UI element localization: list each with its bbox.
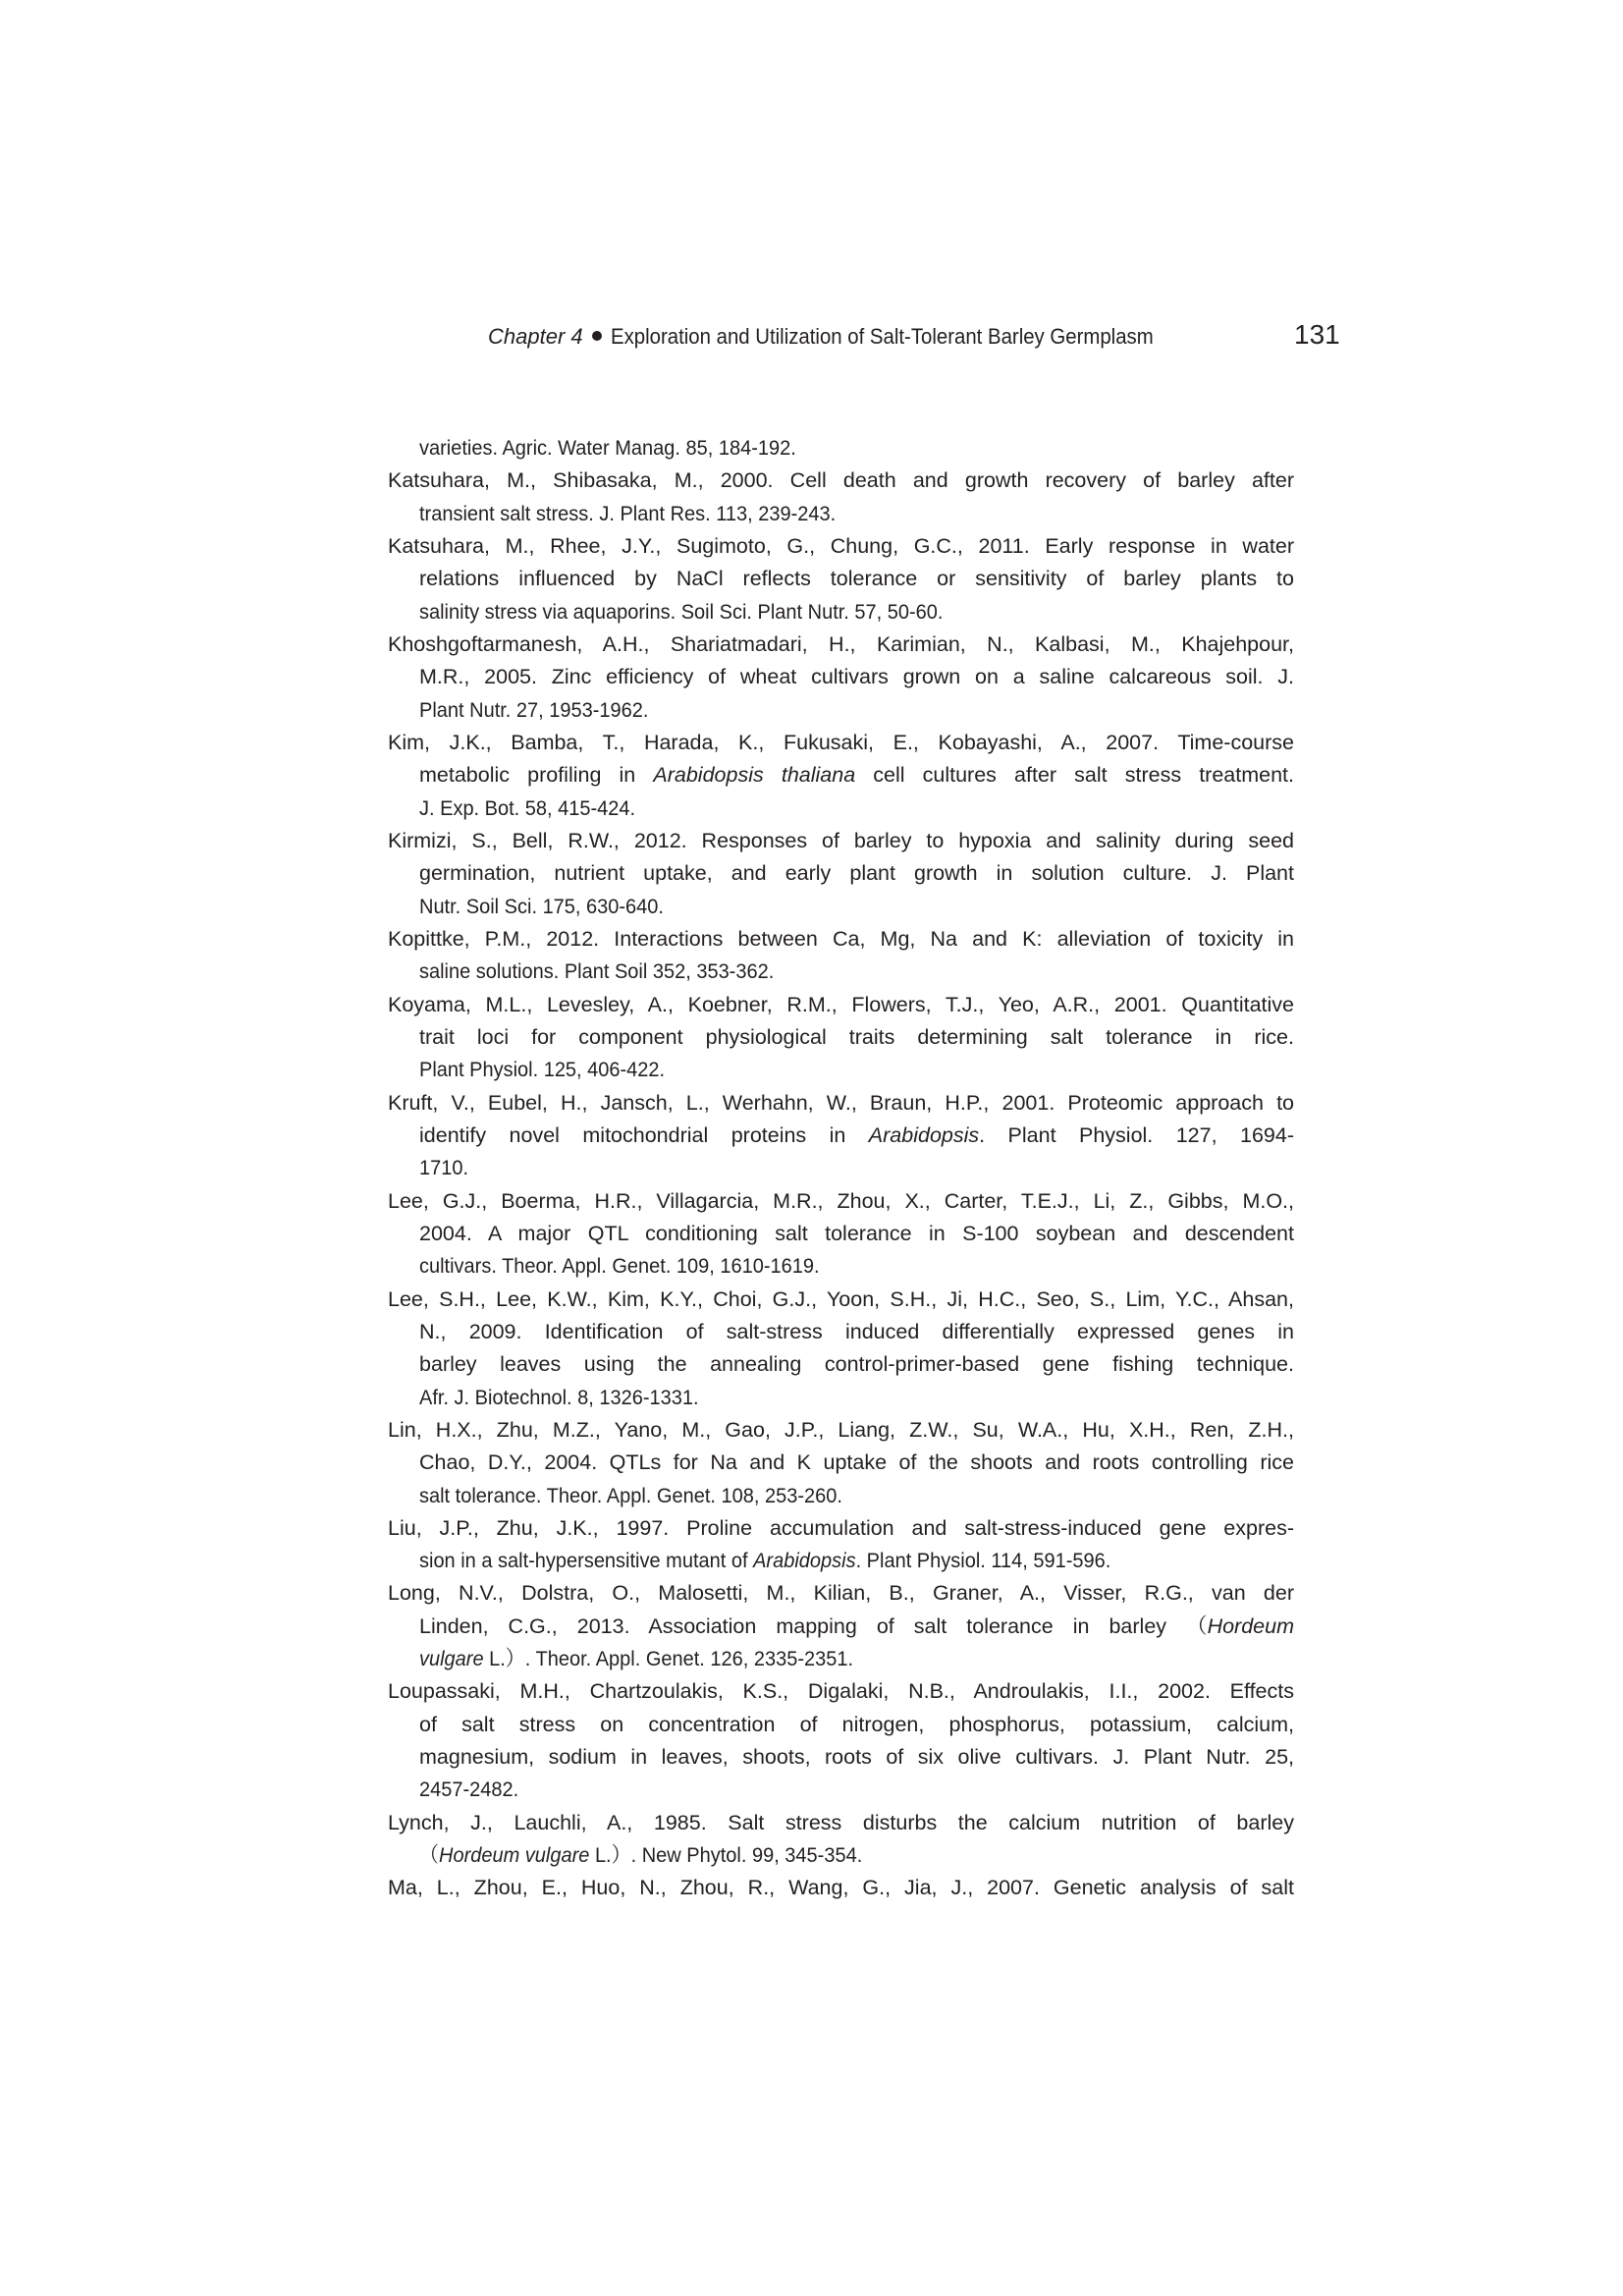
reference-text: Lee, S.H., Lee, K.W., Kim, K.Y., Choi, G.J., Yoon, S.H., Ji, H.C., Seo, S., Lim, Y.C., Ahsan, [388, 1286, 1294, 1311]
italic-term: Hordeum vulgare [439, 1843, 590, 1868]
reference-text: identify novel mitochondrial proteins in [419, 1122, 869, 1147]
reference-text: Loupassaki, M.H., Chartzoulakis, K.S., Digalaki, N.B., Androulakis, I.I., 2002. Effects [388, 1679, 1294, 1704]
reference-text: Katsuhara, M., Shibasaka, M., 2000. Cell death and growth recovery of barley after [388, 468, 1294, 493]
reference-line-text [388, 1284, 1294, 1316]
reference-text: Katsuhara, M., Rhee, J.Y., Sugimoto, G., Chung, G.C., 2011. Early response in water [388, 533, 1294, 558]
reference-entry [388, 989, 1294, 1087]
reference-entry [388, 1284, 1294, 1414]
reference-line-text [419, 563, 1294, 595]
reference-line-text [419, 1709, 1294, 1741]
reference-line [419, 1611, 1294, 1643]
reference-line [388, 1414, 1294, 1447]
reference-text: Liu, J.P., Zhu, J.K., 1997. Proline accumulation and salt-stress-induced gene expres- [388, 1515, 1294, 1540]
reference-line [388, 923, 1294, 956]
reference-text: Kirmizi, S., Bell, R.W., 2012. Responses of barley to hypoxia and salinity during seed [388, 828, 1294, 852]
reference-line-text [419, 1545, 1110, 1577]
reference-entry [388, 432, 1294, 465]
reference-text: Ma, L., Zhou, E., Huo, N., Zhou, R., Wang, G., Jia, J., 2007. Genetic analysis of salt [388, 1876, 1294, 1900]
reference-line-text [388, 1872, 1294, 1904]
reference-line [419, 596, 1294, 629]
reference-line [419, 857, 1294, 890]
reference-line-text [388, 629, 1294, 661]
reference-line [419, 563, 1294, 595]
italic-term: Arabidopsis [868, 1122, 980, 1147]
reference-line [419, 1545, 1294, 1577]
reference-text: 2457-2482. [419, 1777, 519, 1802]
reference-entry [388, 1807, 1294, 1873]
reference-line [388, 989, 1294, 1021]
reference-line-text [419, 1382, 699, 1414]
reference-line [388, 1284, 1294, 1316]
reference-text: salinity stress via aquaporins. Soil Sci. Plant Nutr. 57, 50-60. [419, 599, 944, 624]
reference-text: metabolic profiling in [419, 763, 654, 788]
reference-line-text [419, 1611, 1294, 1643]
reference-line [419, 1218, 1294, 1250]
running-header [488, 320, 1342, 354]
reference-text: Afr. J. Biotechnol. 8, 1326-1331. [419, 1385, 699, 1409]
reference-line [419, 1839, 1294, 1872]
reference-entry [388, 629, 1294, 727]
reference-line [419, 759, 1294, 792]
reference-line-text [388, 1087, 1294, 1120]
reference-line [419, 891, 1294, 923]
reference-line-text [388, 1807, 1294, 1839]
reference-text: cell cultures after salt stress treatment. [855, 763, 1294, 788]
reference-text: L.）. New Phytol. 99, 345-354. [589, 1843, 863, 1868]
reference-line-text [419, 1152, 468, 1184]
reference-text: varieties. Agric. Water Manag. 85, 184-192. [419, 436, 796, 460]
reference-text: salt tolerance. Theor. Appl. Genet. 108, 253-260. [419, 1483, 842, 1507]
reference-line-text [419, 596, 943, 629]
reference-text: magnesium, sodium in leaves, shoots, roots of six olive cultivars. J. Plant Nutr. 25, [419, 1745, 1294, 1770]
reference-line [419, 498, 1294, 530]
reference-line [419, 1120, 1294, 1152]
reference-text: Kim, J.K., Bamba, T., Harada, K., Fukusaki, E., Kobayashi, A., 2007. Time-course [388, 730, 1294, 754]
reference-line-text [419, 1054, 665, 1086]
reference-text: of salt stress on concentration of nitrogen, phosphorus, potassium, calcium, [419, 1712, 1294, 1736]
reference-text: Lynch, J., Lauchli, A., 1985. Salt stress disturbs the calcium nutrition of barley [388, 1810, 1294, 1834]
reference-text: . Plant Physiol. 127, 1694- [979, 1122, 1294, 1147]
reference-line-text [419, 1316, 1294, 1348]
reference-text: J. Exp. Bot. 58, 415-424. [419, 795, 636, 820]
reference-line-text [419, 1348, 1294, 1381]
reference-text: Khoshgoftarmanesh, A.H., Shariatmadari, H., Karimian, N., Kalbasi, M., Khajehpour, [388, 631, 1294, 656]
reference-line [388, 1577, 1294, 1610]
reference-line-text [388, 989, 1294, 1021]
reference-line [388, 825, 1294, 857]
reference-text: cultivars. Theor. Appl. Genet. 109, 1610-1619. [419, 1254, 820, 1279]
bullet-dot-icon [592, 331, 602, 341]
reference-text: 1710. [419, 1156, 469, 1180]
reference-line [419, 1152, 1294, 1184]
italic-term: Arabidopsis [753, 1549, 856, 1573]
reference-line [388, 1185, 1294, 1218]
chapter-title: Exploration and Utilization of Salt-Tolerant Barley Germplasm [610, 324, 1154, 349]
reference-line [388, 530, 1294, 563]
reference-line-text [419, 1839, 862, 1872]
reference-text: Linden, C.G., 2013. Association mapping of salt tolerance in barley （ [419, 1613, 1208, 1638]
reference-list [388, 432, 1294, 1905]
reference-text: barley leaves using the annealing control-primer-based gene fishing technique. [419, 1352, 1294, 1377]
reference-text: N., 2009. Identification of salt-stress induced differentially expressed genes in [419, 1319, 1294, 1343]
page-number: 131 [1294, 319, 1340, 350]
reference-text: （ [419, 1843, 440, 1868]
reference-line-text [388, 1577, 1294, 1610]
reference-line-text [419, 956, 774, 988]
italic-term: Hordeum [1207, 1613, 1294, 1638]
reference-line-text [419, 793, 635, 825]
reference-line-text [419, 1120, 1294, 1152]
reference-line [419, 1774, 1294, 1806]
italic-term: vulgare [419, 1647, 484, 1671]
reference-text: Plant Nutr. 27, 1953-1962. [419, 697, 649, 722]
reference-line-text [419, 1250, 820, 1283]
reference-text: M.R., 2005. Zinc efficiency of wheat cultivars grown on a saline calcareous soil. J. [419, 665, 1294, 689]
reference-line [419, 793, 1294, 825]
reference-line-text [419, 1447, 1294, 1479]
reference-line-text [419, 1021, 1294, 1054]
reference-line [419, 1348, 1294, 1381]
reference-text: Kopittke, P.M., 2012. Interactions between Ca, Mg, Na and K: alleviation of toxicity in [388, 926, 1294, 951]
reference-line-text [419, 498, 836, 530]
reference-line-text [388, 1675, 1294, 1708]
reference-entry [388, 923, 1294, 989]
reference-entry [388, 825, 1294, 923]
reference-text: Long, N.V., Dolstra, O., Malosetti, M., Kilian, B., Graner, A., Visser, R.G., van der [388, 1581, 1294, 1606]
reference-text: germination, nutrient uptake, and early plant growth in solution culture. J. Plant [419, 861, 1294, 886]
reference-text: Plant Physiol. 125, 406-422. [419, 1058, 666, 1082]
reference-line-text [419, 432, 796, 465]
reference-line [388, 1675, 1294, 1708]
reference-line-text [419, 857, 1294, 890]
reference-line-text [388, 923, 1294, 956]
reference-line [419, 1480, 1294, 1512]
reference-line [419, 1021, 1294, 1054]
reference-entry [388, 1512, 1294, 1578]
reference-text: Kruft, V., Eubel, H., Jansch, L., Werhahn, W., Braun, H.P., 2001. Proteomic approach to [388, 1090, 1294, 1115]
reference-text: trait loci for component physiological traits determining salt tolerance in rice. [419, 1024, 1294, 1049]
reference-entry [388, 1577, 1294, 1675]
reference-text: relations influenced by NaCl reflects tolerance or sensitivity of barley plants to [419, 567, 1294, 591]
reference-line [419, 1054, 1294, 1086]
reference-text: . Plant Physiol. 114, 591-596. [855, 1549, 1111, 1573]
reference-text: Lee, G.J., Boerma, H.R., Villagarcia, M.R., Zhou, X., Carter, T.E.J., Li, Z., Gibbs, M.O., [388, 1188, 1294, 1213]
reference-line [419, 956, 1294, 988]
reference-line-text [419, 1643, 853, 1675]
reference-entry [388, 1872, 1294, 1904]
reference-entry [388, 727, 1294, 825]
reference-text: Nutr. Soil Sci. 175, 630-640. [419, 894, 664, 918]
reference-line [419, 1709, 1294, 1741]
reference-text: 2004. A major QTL conditioning salt tolerance in S-100 soybean and descendent [419, 1221, 1294, 1245]
reference-line-text [388, 727, 1294, 759]
reference-line-text [388, 1185, 1294, 1218]
reference-line [419, 1447, 1294, 1479]
reference-line [419, 661, 1294, 693]
reference-line-text [388, 1414, 1294, 1447]
reference-line-text [419, 891, 664, 923]
reference-line-text [419, 661, 1294, 693]
reference-line-text [419, 1218, 1294, 1250]
reference-text: Chao, D.Y., 2004. QTLs for Na and K uptake of the shoots and roots controlling rice [419, 1450, 1294, 1475]
reference-line [419, 1382, 1294, 1414]
reference-text: Koyama, M.L., Levesley, A., Koebner, R.M., Flowers, T.J., Yeo, A.R., 2001. Quantitative [388, 992, 1294, 1016]
reference-text: L.）. Theor. Appl. Genet. 126, 2335-2351. [483, 1647, 854, 1671]
reference-entry [388, 530, 1294, 629]
reference-entry [388, 1675, 1294, 1806]
reference-line [388, 727, 1294, 759]
reference-line-text [419, 759, 1294, 792]
reference-line [419, 432, 1294, 465]
reference-line-text [419, 1774, 518, 1806]
reference-line-text [388, 825, 1294, 857]
reference-line-text [388, 1512, 1294, 1545]
reference-text: Lin, H.X., Zhu, M.Z., Yano, M., Gao, J.P., Liang, Z.W., Su, W.A., Hu, X.H., Ren, Z.H., [388, 1417, 1294, 1442]
reference-line [388, 465, 1294, 497]
reference-entry [388, 1185, 1294, 1284]
chapter-label: Chapter 4 [488, 324, 583, 349]
reference-line [419, 1741, 1294, 1774]
reference-text: saline solutions. Plant Soil 352, 353-362. [419, 959, 775, 984]
reference-line-text [388, 530, 1294, 563]
reference-line [419, 694, 1294, 727]
reference-line-text [419, 694, 648, 727]
reference-line-text [419, 1480, 842, 1512]
reference-line [419, 1643, 1294, 1675]
reference-line [419, 1250, 1294, 1283]
reference-text: sion in a salt-hypersensitive mutant of [419, 1549, 754, 1573]
reference-line [388, 629, 1294, 661]
reference-line [388, 1512, 1294, 1545]
reference-entry [388, 465, 1294, 530]
reference-line [419, 1316, 1294, 1348]
reference-line-text [419, 1741, 1294, 1774]
reference-line [388, 1872, 1294, 1904]
reference-text: transient salt stress. J. Plant Res. 113, 239-243. [419, 501, 837, 525]
reference-entry [388, 1414, 1294, 1512]
reference-line-text [388, 465, 1294, 497]
reference-entry [388, 1087, 1294, 1185]
reference-line [388, 1087, 1294, 1120]
italic-term: Arabidopsis thaliana [653, 763, 856, 788]
reference-line [388, 1807, 1294, 1839]
